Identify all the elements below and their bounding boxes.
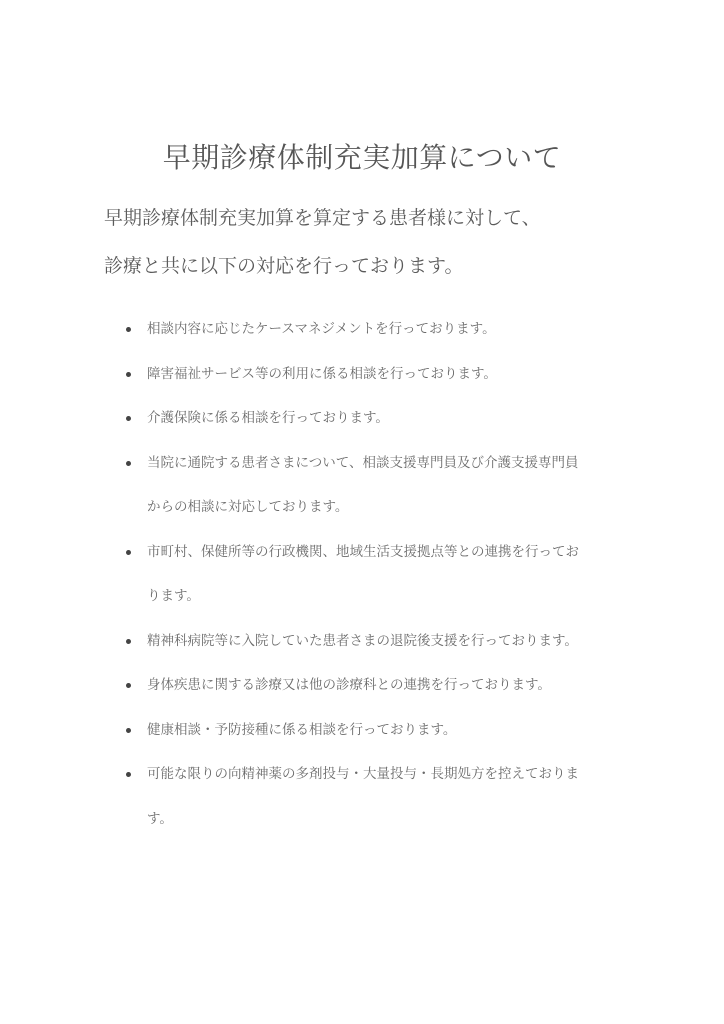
list-item-text: 可能な限りの向精神薬の多剤投与・大量投与・長期処方を控えておりま	[147, 766, 579, 782]
intro-line: 診療と共に以下の対応を行っております。	[104, 255, 464, 277]
document-title: 早期診療体制充実加算について	[162, 141, 562, 174]
bullet-icon	[126, 461, 131, 466]
bullet-icon	[126, 683, 131, 688]
bullet-icon	[126, 416, 131, 421]
list-item	[122, 535, 642, 624]
list-item-text: 障害福祉サービス等の利用に係る相談を行っております。	[147, 365, 497, 382]
list-item	[122, 713, 642, 758]
list-item-text: 身体疾患に関する診療又は他の診療科との連携を行っております。	[147, 677, 551, 693]
list-item	[122, 312, 642, 357]
list-item-text-continued: ります。	[147, 588, 200, 604]
list-item-text: 市町村、保健所等の行政機関、地域生活支援拠点等との連携を行ってお	[147, 543, 579, 560]
list-item-text: 精神科病院等に入院していた患者さまの退院後支援を行っております。	[147, 632, 578, 649]
list-item-text: 相談内容に応じたケースマネジメントを行っております。	[147, 321, 496, 337]
list-item-text-continued: す。	[147, 810, 173, 827]
bullet-icon	[126, 550, 131, 555]
list-item	[122, 624, 642, 669]
list-item	[122, 401, 642, 446]
list-item-text-continued: からの相談に対応しております。	[147, 499, 349, 515]
service-list	[122, 312, 642, 846]
bullet-icon	[126, 327, 131, 332]
list-item-text: 介護保険に係る相談を行っております。	[147, 410, 389, 426]
list-item-text: 当院に通院する患者さまについて、相談支援専門員及び介護支援専門員	[147, 454, 579, 471]
intro-line: 早期診療体制充実加算を算定する患者様に対して、	[104, 207, 541, 229]
list-item-text: 健康相談・予防接種に係る相談を行っております。	[147, 721, 457, 738]
bullet-icon	[126, 639, 131, 644]
list-item	[122, 668, 642, 713]
list-item	[122, 357, 642, 402]
list-item	[122, 446, 642, 535]
list-item	[122, 757, 642, 846]
bullet-icon	[126, 728, 131, 733]
intro-paragraph	[104, 200, 664, 296]
bullet-icon	[126, 772, 131, 777]
bullet-icon	[126, 372, 131, 377]
